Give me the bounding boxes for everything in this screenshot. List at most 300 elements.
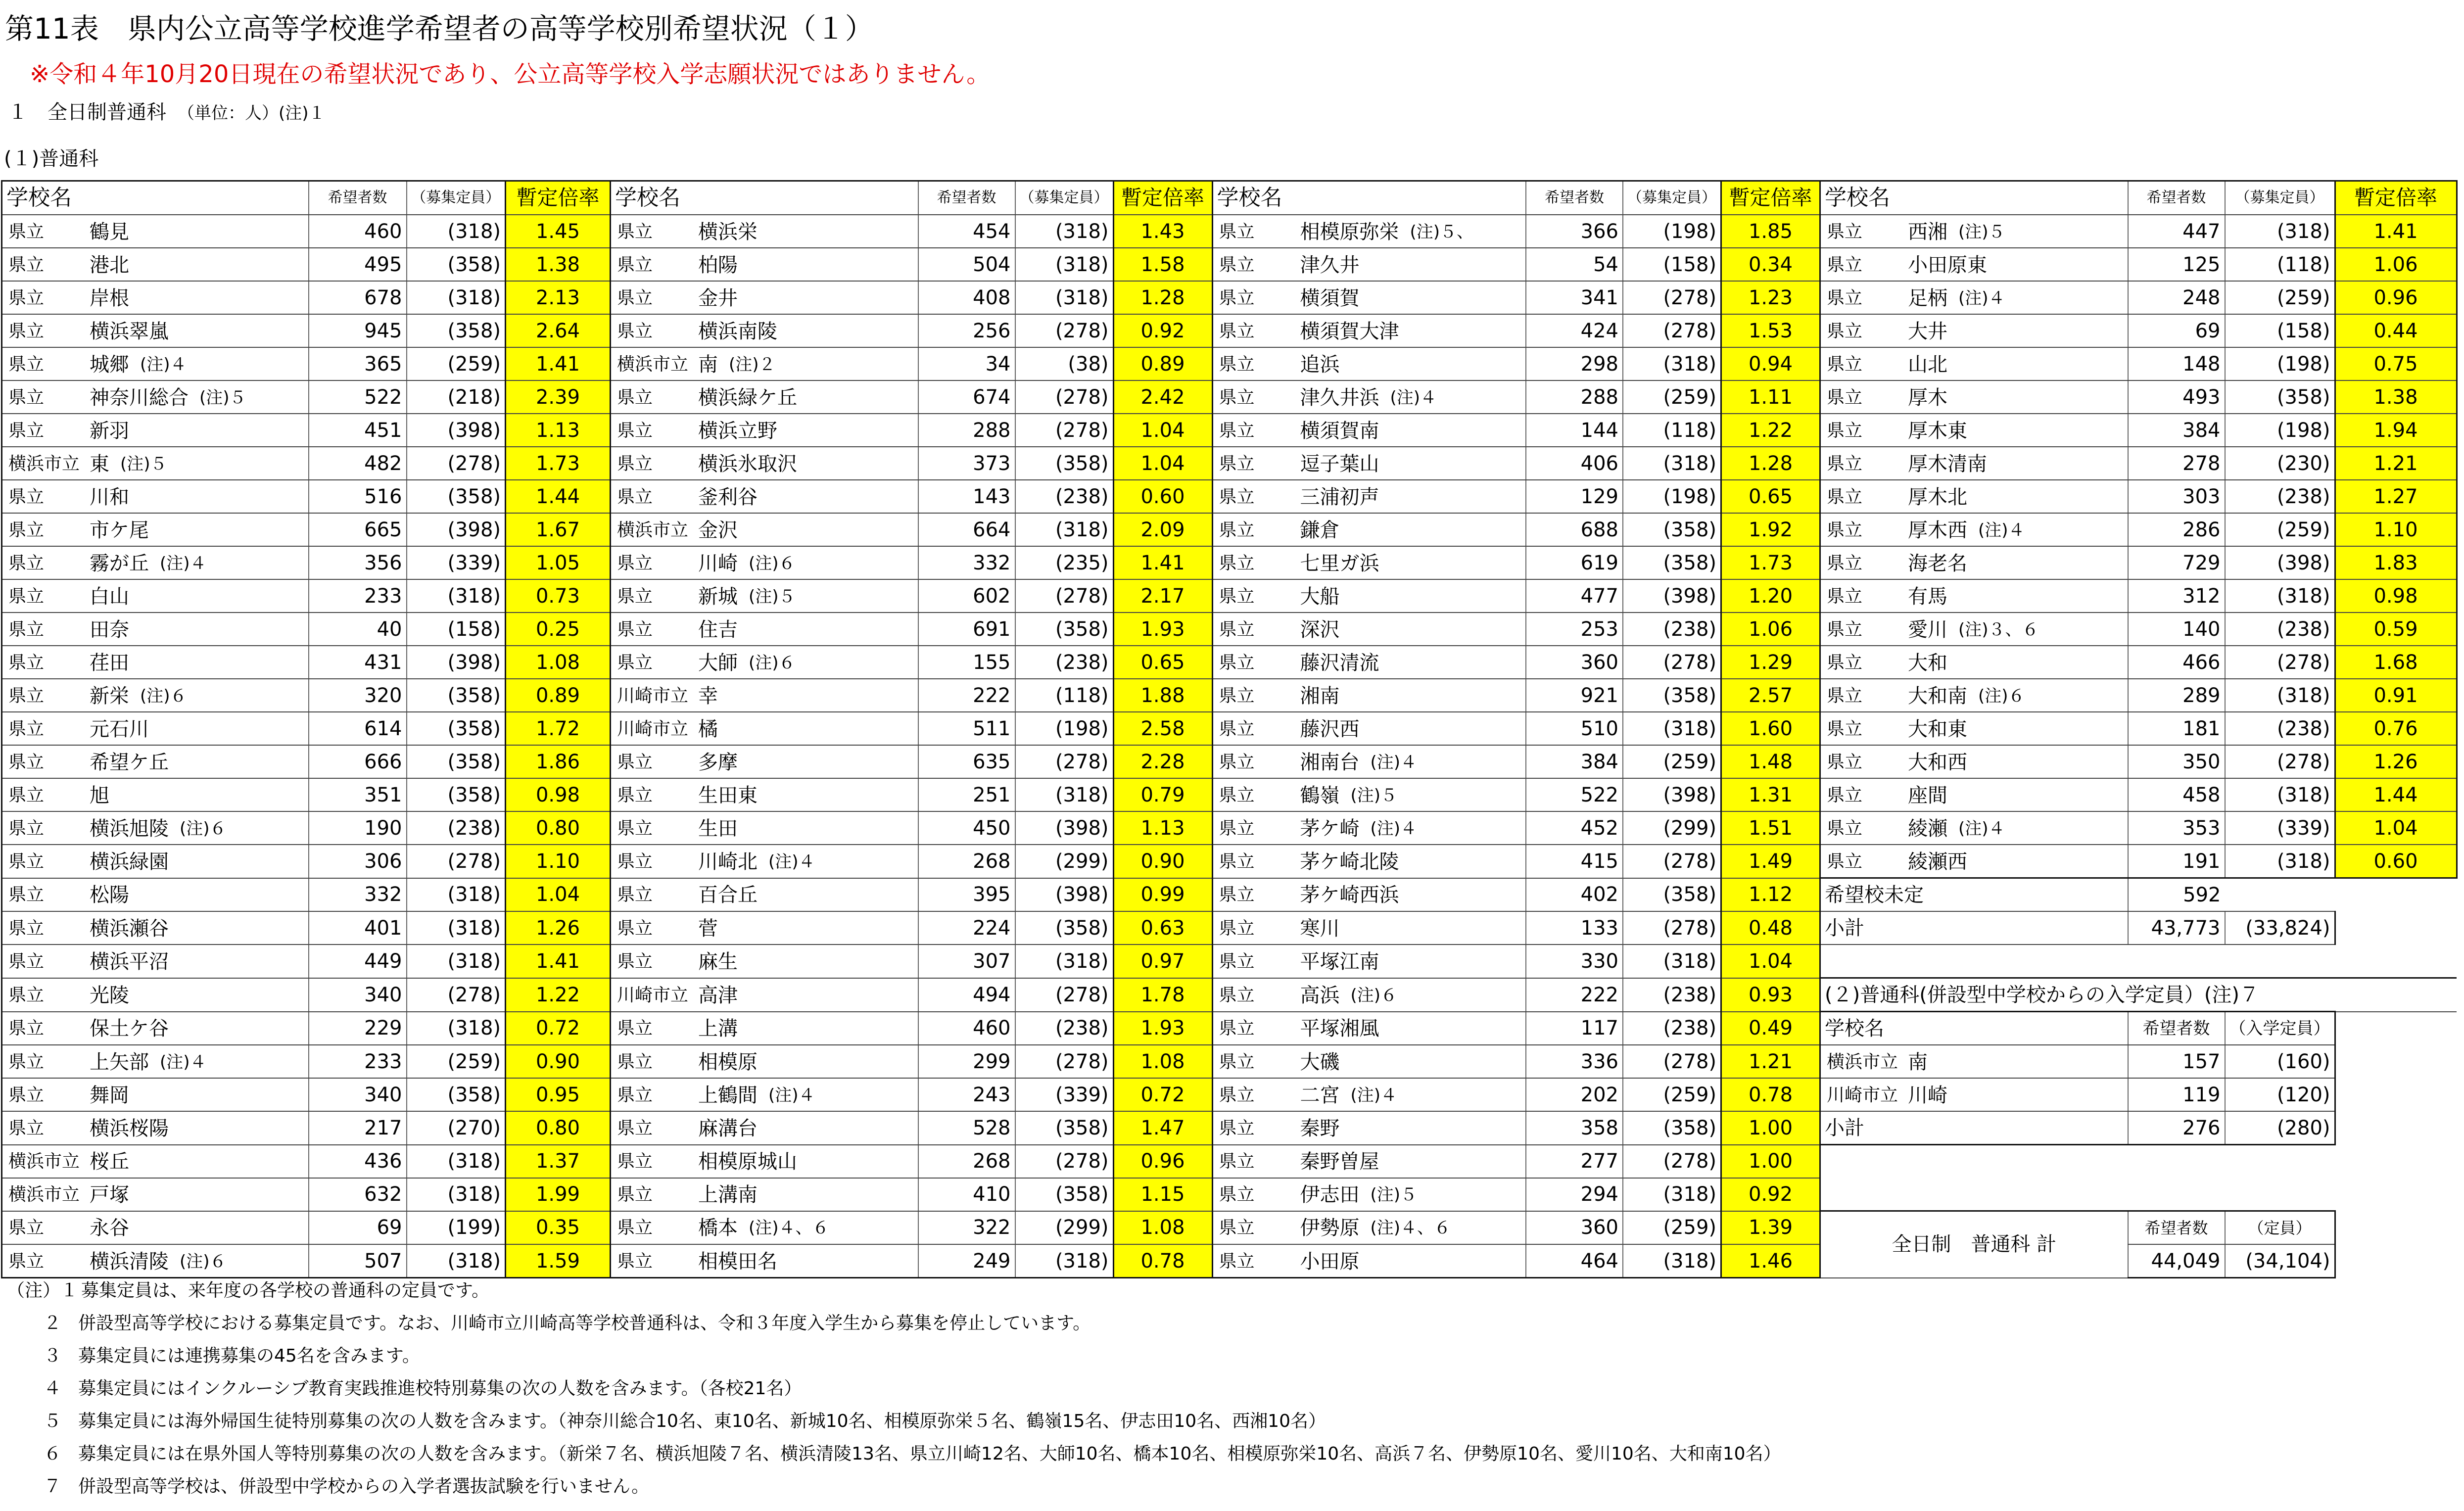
ratio-cell: 1.60 <box>1721 712 1820 745</box>
school-name-cell <box>2 281 309 314</box>
school-name: 麻溝台 <box>698 1117 758 1140</box>
ratio-cell: 0.60 <box>1113 480 1212 513</box>
applicants-cell: 415 <box>1526 845 1623 878</box>
school-name: 藤沢西 <box>1300 717 1360 741</box>
ratio-cell: 1.08 <box>506 646 611 679</box>
school-name-cell <box>2 1012 309 1045</box>
applicants-cell: 117 <box>1526 1012 1623 1045</box>
ratio-cell: 0.78 <box>1113 1244 1212 1278</box>
spacer-cell <box>2335 1045 2457 1078</box>
note-ref: (注)４ <box>1350 1085 1398 1105</box>
grand-total-label: 全日制 普通科 計 <box>1820 1211 2128 1278</box>
prefecture-label: 県立 <box>1219 1251 1255 1272</box>
capacity-cell: (358) <box>407 480 506 513</box>
school-name: 鶴見 <box>90 220 129 243</box>
ratio-cell: 1.10 <box>506 845 611 878</box>
capacity-cell: (318) <box>1015 778 1114 811</box>
capacity-cell: (318) <box>1623 1178 1721 1211</box>
ratio-cell: 1.05 <box>506 546 611 579</box>
prefecture-label: 県立 <box>1219 885 1255 905</box>
capacity-cell: (278) <box>407 845 506 878</box>
prefecture-label: 県立 <box>1219 254 1255 275</box>
school-name-cell <box>1212 1211 1526 1245</box>
undecided-empty <box>2225 878 2457 912</box>
capacity-cell: (259) <box>1623 380 1721 414</box>
capacity-cell: (318) <box>1623 1244 1721 1278</box>
applicants-cell: 691 <box>918 613 1015 646</box>
section2-header-school: 学校名 <box>1820 1012 2128 1045</box>
section1-title: (１)普通科 <box>4 147 99 170</box>
ratio-cell: 1.28 <box>1113 281 1212 314</box>
ratio-cell: 2.57 <box>1721 679 1820 712</box>
subtotal-capacity: (33,824) <box>2225 911 2335 944</box>
capacity-cell: (259) <box>1623 1078 1721 1111</box>
school-name-cell <box>1212 878 1526 912</box>
unit-note: （単位：人）(注)１ <box>186 103 326 123</box>
school-name-cell <box>1212 380 1526 414</box>
grand-total-capacity: (34,104) <box>2225 1244 2335 1278</box>
school-name-cell <box>2 447 309 480</box>
school-name: 西湘 <box>1908 220 1947 243</box>
capacity-cell: (318) <box>1015 281 1114 314</box>
school-name-cell <box>611 546 918 579</box>
school-name: 菅 <box>698 917 718 940</box>
school-name-cell <box>1820 447 2128 480</box>
applicants-cell: 155 <box>918 646 1015 679</box>
applicants-cell: 249 <box>918 1244 1015 1278</box>
school-name: 深沢 <box>1300 618 1340 641</box>
note-ref: (注)５ <box>1370 1185 1418 1205</box>
capacity-cell: (199) <box>407 1211 506 1245</box>
school-name-cell <box>2 1244 309 1278</box>
prefecture-label: 県立 <box>1827 453 1863 474</box>
section2-school-cell <box>1820 1078 2128 1111</box>
footnote-key: ３ <box>43 1346 61 1366</box>
prefecture-label: 横浜市立 <box>8 1184 80 1205</box>
capacity-cell: (398) <box>2225 546 2335 579</box>
ratio-cell: 1.53 <box>1721 314 1820 347</box>
school-name: 津久井浜 <box>1300 386 1379 409</box>
footnote-text: 併設型高等学校における募集定員です。なお、川崎市立川崎高等学校普通科は、令和３年度入学生から募集を停止しています。 <box>78 1313 1091 1333</box>
prefecture-label: 県立 <box>1219 1051 1255 1072</box>
note-ref: (注)４ <box>1370 752 1418 772</box>
ratio-cell: 1.28 <box>1721 447 1820 480</box>
ratio-cell: 1.92 <box>1721 513 1820 546</box>
school-name: 上溝 <box>698 1017 738 1040</box>
capacity-cell: (318) <box>1015 248 1114 281</box>
school-name-cell <box>1212 1145 1526 1178</box>
note-ref: (注)４ <box>1390 387 1437 408</box>
header-applicants: 希望者数 <box>309 181 407 215</box>
school-name: 横浜栄 <box>698 220 758 243</box>
table-row <box>2 646 2457 679</box>
prefecture-label: 県立 <box>1827 851 1863 872</box>
prefecture-label: 県立 <box>8 1118 45 1138</box>
ratio-cell: 1.04 <box>1721 944 1820 978</box>
school-demand-table <box>1 180 2458 1278</box>
footnote-line <box>7 1372 1781 1405</box>
ratio-cell: 0.80 <box>506 1111 611 1145</box>
applicants-cell: 373 <box>918 447 1015 480</box>
note-ref: (注)４、６ <box>1370 1218 1451 1238</box>
school-name: 光陵 <box>90 984 129 1007</box>
note-ref: (注)４、６ <box>749 1218 829 1238</box>
applicants-cell: 360 <box>1526 1211 1623 1245</box>
school-name-cell <box>2 613 309 646</box>
school-name-cell <box>1820 480 2128 513</box>
ratio-cell: 0.48 <box>1721 911 1820 944</box>
note-ref: (注)６ <box>749 653 796 673</box>
prefecture-label: 県立 <box>617 486 653 507</box>
note-ref: (注)４ <box>140 354 187 375</box>
ratio-cell: 1.08 <box>1113 1045 1212 1078</box>
applicants-cell: 181 <box>2128 712 2225 745</box>
school-name-cell <box>2 845 309 878</box>
capacity-cell: (118) <box>1623 414 1721 447</box>
section2-header-applicants: 希望者数 <box>2128 1012 2225 1045</box>
school-name: 海老名 <box>1908 552 1967 575</box>
ratio-cell: 1.06 <box>1721 613 1820 646</box>
spacer-cell <box>2335 1111 2457 1145</box>
capacity-cell: (238) <box>1015 646 1114 679</box>
applicants-cell: 366 <box>1526 215 1623 248</box>
prefecture-label: 川崎市立 <box>1827 1085 1898 1105</box>
school-name-cell <box>1212 1078 1526 1111</box>
applicants-cell: 424 <box>1526 314 1623 347</box>
ratio-cell: 1.26 <box>506 911 611 944</box>
prefecture-label: 県立 <box>1827 354 1863 375</box>
applicants-cell: 69 <box>2128 314 2225 347</box>
prefecture-label: 県立 <box>8 785 45 805</box>
ratio-cell: 0.89 <box>1113 347 1212 380</box>
note-ref: (注)５、 <box>1410 222 1474 242</box>
prefecture-label: 県立 <box>8 619 45 640</box>
school-name-cell <box>2 1211 309 1245</box>
status-notice: ※令和４年10月20日現在の希望状況であり、公立高等学校入学志願状況ではありません。 <box>30 60 991 88</box>
prefecture-label: 県立 <box>1827 652 1863 673</box>
capacity-cell: (278) <box>1623 646 1721 679</box>
table-row <box>2 845 2457 878</box>
ratio-cell: 1.26 <box>2335 745 2457 778</box>
school-name-cell <box>611 811 918 845</box>
capacity-cell: (278) <box>407 447 506 480</box>
capacity-cell: (198) <box>1015 712 1114 745</box>
prefecture-label: 県立 <box>8 918 45 939</box>
table-row <box>2 347 2457 380</box>
capacity-cell: (358) <box>407 248 506 281</box>
school-name: 橘 <box>698 717 718 741</box>
capacity-cell: (198) <box>1623 215 1721 248</box>
capacity-cell: (318) <box>2225 845 2335 878</box>
school-name-cell <box>1820 414 2128 447</box>
table-row <box>2 1045 2457 1078</box>
prefecture-label: 県立 <box>1219 387 1255 408</box>
applicants-cell: 294 <box>1526 1178 1623 1211</box>
capacity-cell: (259) <box>1623 745 1721 778</box>
section2-capacity: (160) <box>2225 1045 2335 1078</box>
school-name: 湘南 <box>1300 684 1340 708</box>
table-row <box>2 281 2457 314</box>
prefecture-label: 県立 <box>617 553 653 573</box>
school-name-cell <box>1820 679 2128 712</box>
capacity-cell: (299) <box>1015 845 1114 878</box>
capacity-cell: (38) <box>1015 347 1114 380</box>
school-name: 横浜瀬谷 <box>90 917 169 940</box>
prefecture-label: 県立 <box>8 254 45 275</box>
note-ref: (注)２ <box>729 354 776 375</box>
prefecture-label: 県立 <box>8 1018 45 1039</box>
grand-total-header-applicants: 希望者数 <box>2128 1211 2225 1245</box>
school-name-cell <box>1820 712 2128 745</box>
table-row <box>2 215 2457 248</box>
school-name-cell <box>611 447 918 480</box>
section2-subtotal-label: 小計 <box>1820 1111 2128 1145</box>
footnote-key: ６ <box>43 1444 61 1464</box>
header-ratio: 暫定倍率 <box>1721 181 1820 215</box>
applicants-cell: 286 <box>2128 513 2225 546</box>
applicants-cell: 54 <box>1526 248 1623 281</box>
ratio-cell: 1.31 <box>1721 778 1820 811</box>
school-name: 新羽 <box>90 419 129 442</box>
capacity-cell: (339) <box>2225 811 2335 845</box>
spacer-cell <box>1820 1145 2457 1178</box>
ratio-cell: 0.92 <box>1721 1178 1820 1211</box>
note-ref: (注)５ <box>1958 222 2005 242</box>
capacity-cell: (318) <box>1015 215 1114 248</box>
prefecture-label: 県立 <box>617 619 653 640</box>
capacity-cell: (259) <box>2225 281 2335 314</box>
table-row <box>2 613 2457 646</box>
school-name: 伊志田 <box>1300 1183 1360 1206</box>
capacity-cell: (398) <box>407 513 506 546</box>
applicants-cell: 332 <box>309 878 407 912</box>
ratio-cell: 1.04 <box>1113 447 1212 480</box>
note-ref: (注)４ <box>1958 818 2005 839</box>
applicants-cell: 493 <box>2128 380 2225 414</box>
ratio-cell: 1.29 <box>1721 646 1820 679</box>
ratio-cell: 2.13 <box>506 281 611 314</box>
prefecture-label: 県立 <box>8 985 45 1005</box>
school-name-cell <box>1212 845 1526 878</box>
applicants-cell: 635 <box>918 745 1015 778</box>
prefecture-label: 県立 <box>617 387 653 408</box>
capacity-cell: (339) <box>407 546 506 579</box>
school-name-cell <box>2 314 309 347</box>
school-name: 二宮 <box>1300 1084 1340 1107</box>
prefecture-label: 県立 <box>1219 951 1255 972</box>
prefecture-label: 県立 <box>1219 453 1255 474</box>
school-name: 相模田名 <box>698 1250 777 1273</box>
applicants-cell: 395 <box>918 878 1015 912</box>
header-applicants: 希望者数 <box>918 181 1015 215</box>
capacity-cell: (238) <box>2225 480 2335 513</box>
capacity-cell: (318) <box>407 579 506 613</box>
table-row <box>2 778 2457 811</box>
ratio-cell: 1.43 <box>1113 215 1212 248</box>
applicants-cell: 143 <box>918 480 1015 513</box>
prefecture-label: 県立 <box>8 420 45 441</box>
prefecture-label: 県立 <box>8 752 45 772</box>
school-name-cell <box>2 745 309 778</box>
note-ref: (注)６ <box>140 686 187 706</box>
applicants-cell: 125 <box>2128 248 2225 281</box>
table-row <box>2 1078 2457 1111</box>
prefecture-label: 県立 <box>1219 1018 1255 1039</box>
applicants-cell: 202 <box>1526 1078 1623 1111</box>
applicants-cell: 664 <box>918 513 1015 546</box>
school-name-cell <box>611 911 918 944</box>
applicants-cell: 466 <box>2128 646 2225 679</box>
applicants-cell: 336 <box>1526 1045 1623 1078</box>
footnote-key: ２ <box>43 1313 61 1333</box>
applicants-cell: 494 <box>918 978 1015 1012</box>
applicants-cell: 350 <box>2128 745 2225 778</box>
school-name: 橋本 <box>698 1217 738 1240</box>
applicants-cell: 482 <box>309 447 407 480</box>
table-row <box>2 513 2457 546</box>
school-name: 相模原城山 <box>698 1150 797 1173</box>
capacity-cell: (318) <box>1623 347 1721 380</box>
ratio-cell: 0.98 <box>506 778 611 811</box>
school-name: 生田 <box>698 817 738 840</box>
school-name-cell <box>611 215 918 248</box>
ratio-cell: 0.78 <box>1721 1078 1820 1111</box>
school-name: 金沢 <box>698 519 738 542</box>
table-row <box>2 911 2457 944</box>
school-name-cell <box>1212 712 1526 745</box>
note-ref: (注)４ <box>768 1085 815 1105</box>
ratio-cell: 1.13 <box>1113 811 1212 845</box>
ratio-cell: 0.93 <box>1721 978 1820 1012</box>
prefecture-label: 県立 <box>8 718 45 739</box>
capacity-cell: (358) <box>2225 380 2335 414</box>
school-name: 綾瀬 <box>1908 817 1947 840</box>
school-name-cell <box>2 513 309 546</box>
ratio-cell: 0.90 <box>1113 845 1212 878</box>
school-name: 横浜清陵 <box>90 1250 169 1273</box>
footnote-key: ５ <box>43 1411 61 1431</box>
applicants-cell: 332 <box>918 546 1015 579</box>
ratio-cell: 1.45 <box>506 215 611 248</box>
school-name: 港北 <box>90 253 129 277</box>
applicants-cell: 243 <box>918 1078 1015 1111</box>
prefecture-label: 横浜市立 <box>8 453 80 474</box>
prefecture-label: 横浜市立 <box>617 354 689 375</box>
prefecture-label: 県立 <box>1219 818 1255 839</box>
prefecture-label: 県立 <box>617 1151 653 1172</box>
ratio-cell: 1.41 <box>1113 546 1212 579</box>
school-name-cell <box>1820 745 2128 778</box>
applicants-cell: 340 <box>309 1078 407 1111</box>
school-name: 相模原 <box>698 1050 758 1074</box>
school-name: 市ケ尾 <box>90 519 149 542</box>
ratio-cell: 2.64 <box>506 314 611 347</box>
prefecture-label: 県立 <box>1219 652 1255 673</box>
applicants-cell: 431 <box>309 646 407 679</box>
prefecture-label: 県立 <box>1827 519 1863 540</box>
capacity-cell: (299) <box>1623 811 1721 845</box>
grand-total-applicants: 44,049 <box>2128 1244 2225 1278</box>
ratio-cell: 1.23 <box>1721 281 1820 314</box>
school-name-cell <box>611 845 918 878</box>
school-name: 秦野曽屋 <box>1300 1150 1379 1173</box>
prefecture-label: 県立 <box>8 818 45 839</box>
applicants-cell: 148 <box>2128 347 2225 380</box>
subtotal-applicants: 43,773 <box>2128 911 2225 944</box>
school-name-cell <box>1212 778 1526 811</box>
school-name: 田奈 <box>90 618 129 641</box>
school-name: 伊勢原 <box>1300 1217 1360 1240</box>
capacity-cell: (278) <box>1623 314 1721 347</box>
applicants-cell: 140 <box>2128 613 2225 646</box>
school-name-cell <box>1212 347 1526 380</box>
note-ref: (注)６ <box>1350 985 1398 1005</box>
ratio-cell: 1.94 <box>2335 414 2457 447</box>
applicants-cell: 510 <box>1526 712 1623 745</box>
ratio-cell: 0.72 <box>1113 1078 1212 1111</box>
school-name: 平塚江南 <box>1300 950 1379 973</box>
prefecture-label: 川崎市立 <box>617 718 689 739</box>
ratio-cell: 0.75 <box>2335 347 2457 380</box>
section2-capacity: (120) <box>2225 1078 2335 1111</box>
school-name-cell <box>1820 613 2128 646</box>
applicants-cell: 307 <box>918 944 1015 978</box>
ratio-cell: 1.86 <box>506 745 611 778</box>
school-name-cell <box>1820 646 2128 679</box>
prefecture-label: 県立 <box>8 1251 45 1272</box>
prefecture-label: 県立 <box>8 685 45 706</box>
section2-title: (２)普通科(併設型中学校からの入学定員）(注)７ <box>1820 978 2457 1012</box>
table-row <box>2 380 2457 414</box>
school-name-cell <box>611 1111 918 1145</box>
note-ref: (注)４ <box>160 553 207 573</box>
school-name: 戸塚 <box>90 1183 129 1206</box>
school-name-cell <box>2 878 309 912</box>
school-name: 南 <box>1908 1050 1928 1074</box>
school-name-cell <box>2 248 309 281</box>
school-name-cell <box>2 1078 309 1111</box>
ratio-cell: 1.72 <box>506 712 611 745</box>
ratio-cell: 1.44 <box>2335 778 2457 811</box>
school-name-cell <box>1212 513 1526 546</box>
prefecture-label: 県立 <box>617 420 653 441</box>
ratio-cell: 0.94 <box>1721 347 1820 380</box>
capacity-cell: (318) <box>407 215 506 248</box>
school-name-cell <box>611 347 918 380</box>
capacity-cell: (358) <box>407 745 506 778</box>
school-name-cell <box>611 1078 918 1111</box>
applicants-cell: 312 <box>2128 579 2225 613</box>
school-name: 湘南台 <box>1300 751 1360 774</box>
ratio-cell: 2.42 <box>1113 380 1212 414</box>
capacity-cell: (318) <box>407 1145 506 1178</box>
applicants-cell: 384 <box>1526 745 1623 778</box>
table-row <box>2 679 2457 712</box>
ratio-cell: 1.46 <box>1721 1244 1820 1278</box>
ratio-cell: 1.20 <box>1721 579 1820 613</box>
table-row <box>2 579 2457 613</box>
table-row <box>2 944 2457 978</box>
school-name-cell <box>2 811 309 845</box>
school-name-cell <box>611 480 918 513</box>
school-name: 上鶴間 <box>698 1084 758 1107</box>
applicants-cell: 229 <box>309 1012 407 1045</box>
ratio-cell: 1.04 <box>2335 811 2457 845</box>
applicants-cell: 688 <box>1526 513 1623 546</box>
school-name-cell <box>611 778 918 811</box>
school-name: 大井 <box>1908 320 1947 343</box>
ratio-cell: 1.12 <box>1721 878 1820 912</box>
